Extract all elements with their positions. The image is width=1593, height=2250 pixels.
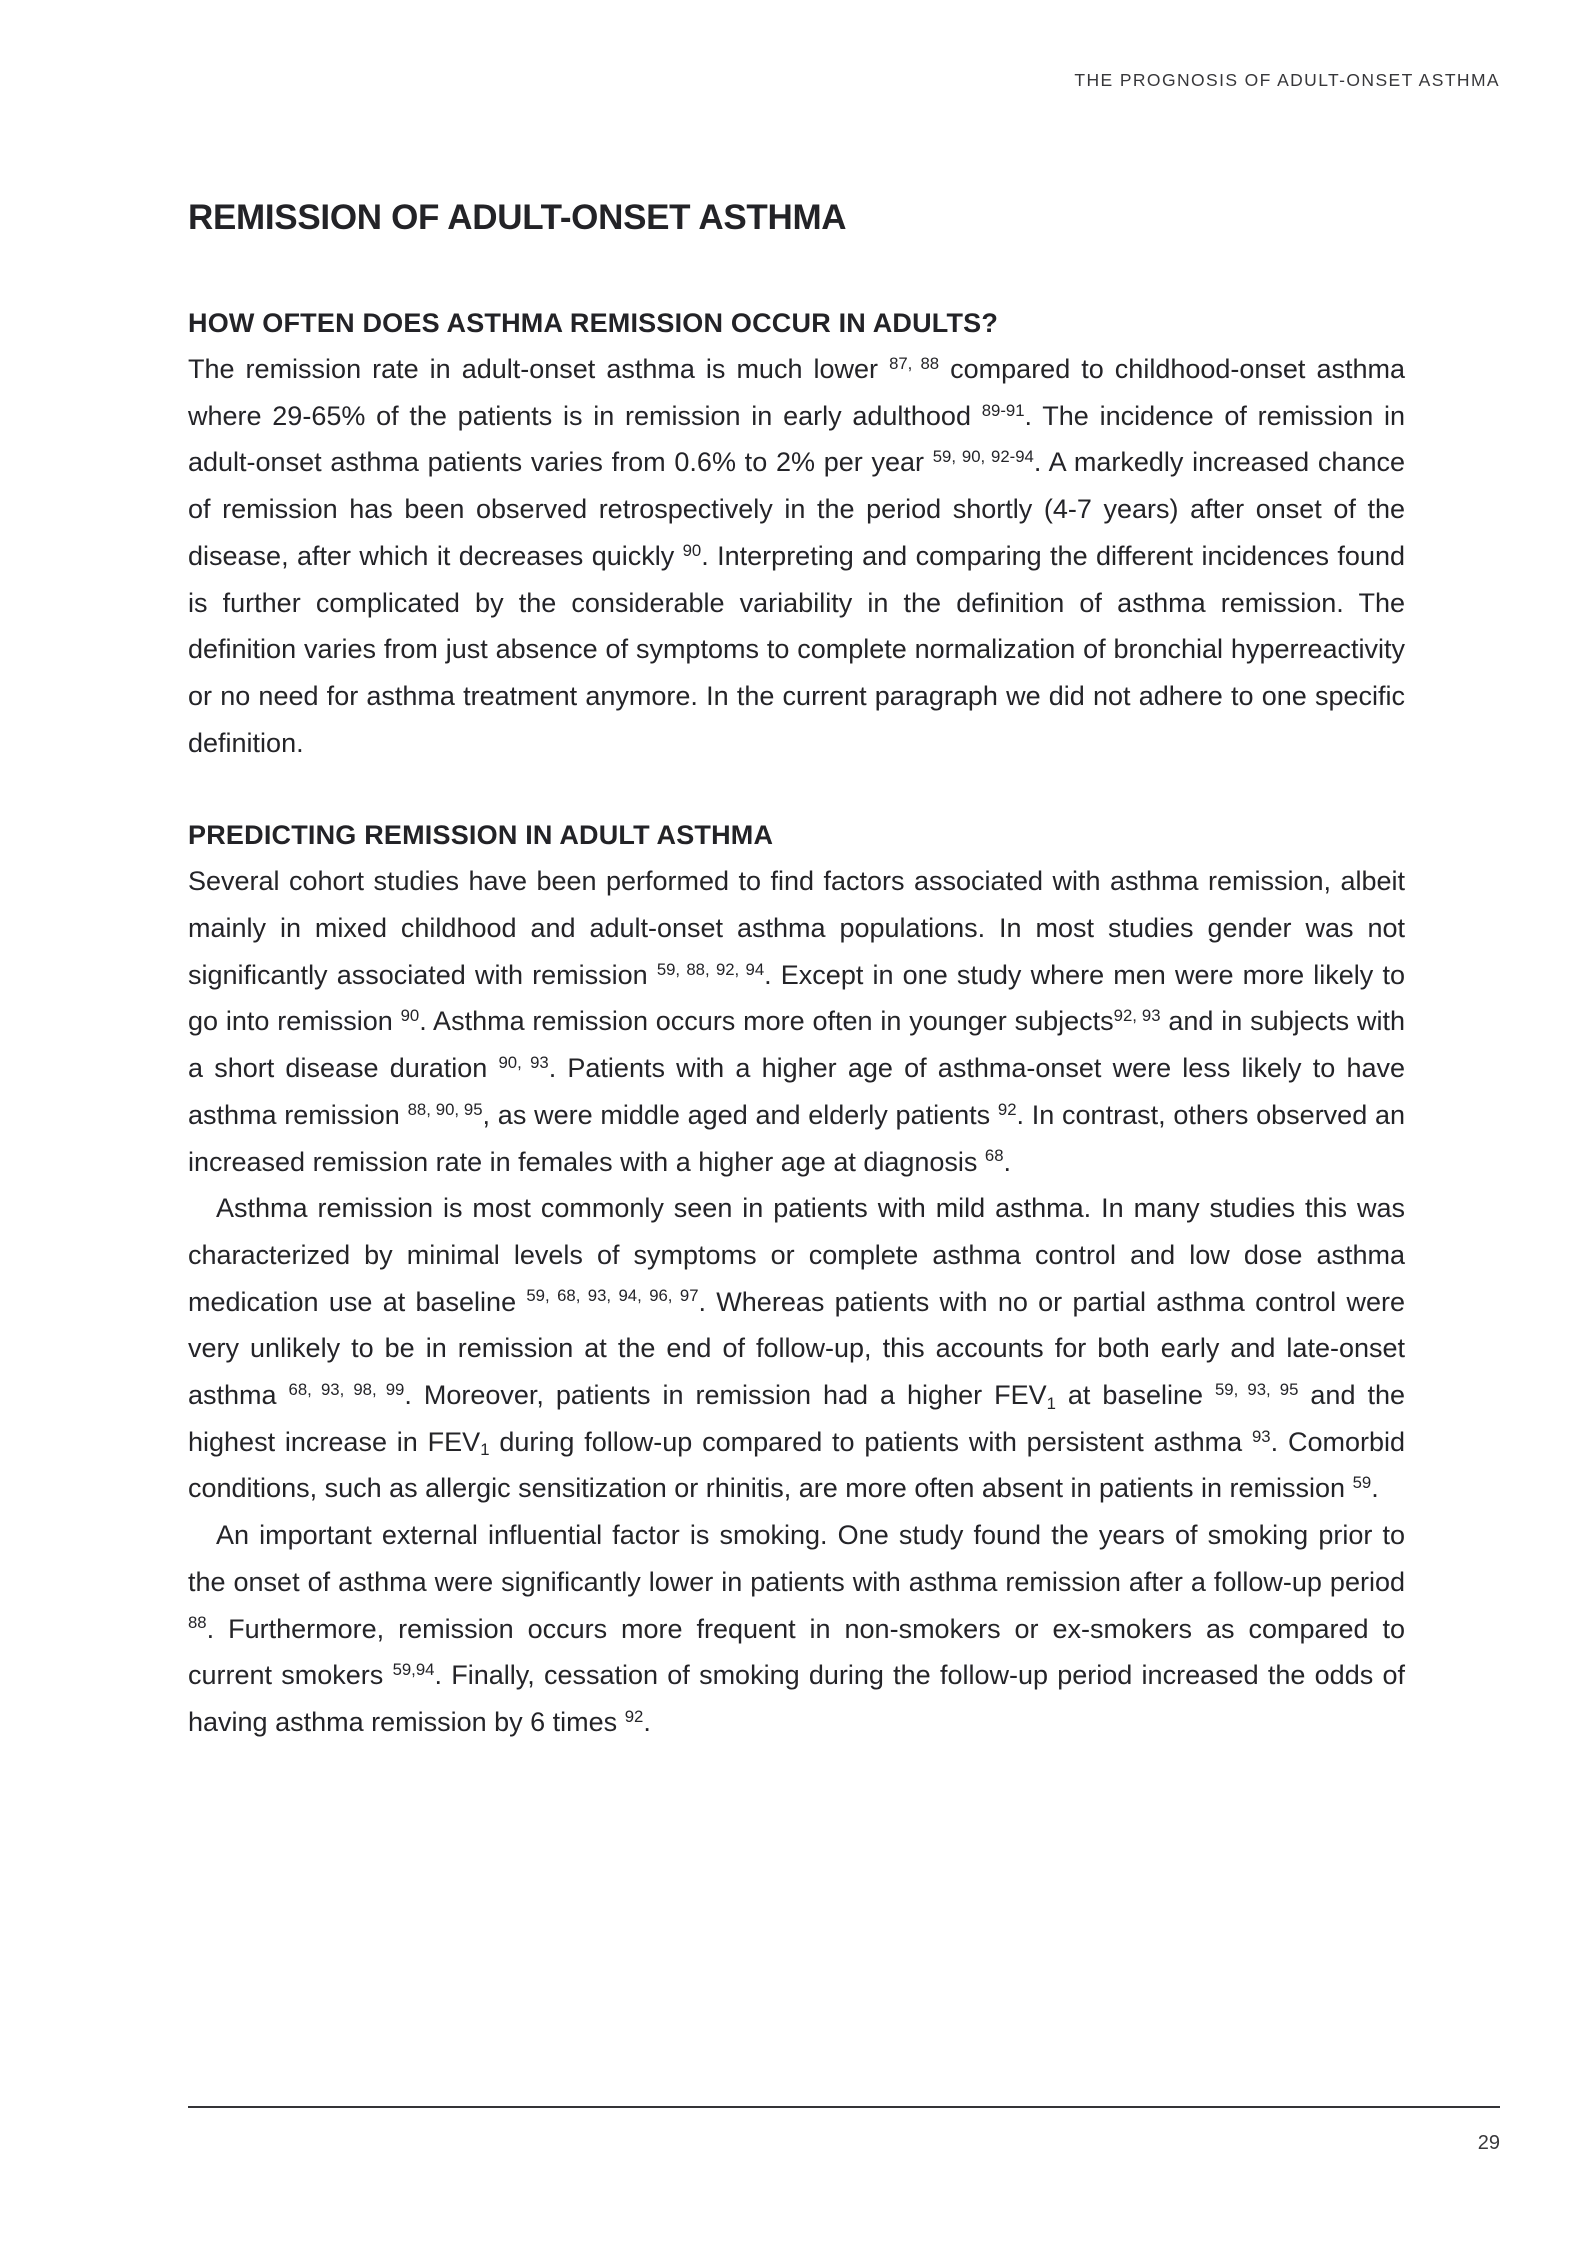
text-run: Several cohort studies have been performed to find factors associated with asthma remission, albeit mainly in mixed childhood and adult-onset asthma populations. In most studies gender was not significantly associated with remission <box>188 866 1405 990</box>
citation-reference: 59, 68, 93, 94, 96, 97 <box>526 1286 699 1306</box>
citation-reference: 92 <box>997 1099 1017 1119</box>
section-heading: PREDICTING REMISSION IN ADULT ASTHMA <box>188 820 774 851</box>
text-run: . <box>1003 1146 1012 1177</box>
text-run: An important external influential factor is smoking. One study found the years of smoking prior to the onset of asthma were significantly lower in patients with asthma remission after a follow-up period <box>188 1520 1405 1597</box>
text-run: . <box>643 1706 651 1737</box>
text-run: . In contrast, others observed an increased remission rate in females with a higher age at diagnosis <box>188 1099 1405 1177</box>
text-run: and in subjects with a short disease duration <box>188 1006 1405 1084</box>
citation-reference: 90 <box>400 1006 420 1026</box>
text-run: compared to childhood-onset asthma where 29-65% of the patients is in remission in early adulthood <box>188 354 1406 431</box>
paragraph <box>188 1185 1405 1512</box>
citation-reference: 59, 90, 92-94 <box>932 447 1034 467</box>
citation-reference: 90 <box>682 540 702 560</box>
text-run: . Whereas patients with no or partial asthma control were very unlikely to be in remission at the end of follow-up, this accounts for both early and late-onset asthma <box>188 1286 1405 1411</box>
citation-reference: 59, 93, 95 <box>1215 1379 1299 1399</box>
text-run: . Interpreting and comparing the different incidences found is further complicated by the considerable variability in the definition of asthma remission. The definition varies from just absence of symptoms to complete normalization of bronchial hyperreactivity or no need for asthma treatment anymore. In the current paragraph we did not adhere to one specific definition. <box>188 540 1405 758</box>
paragraph <box>188 1512 1405 1746</box>
citation-reference: 89-91 <box>981 400 1025 420</box>
citation-reference: 92 <box>624 1706 644 1726</box>
text-run: at baseline <box>1055 1380 1215 1411</box>
text-run: . A markedly increased chance of remission has been observed retrospectively in the period shortly (4-7 years) after onset of the disease, after which it decreases quickly <box>188 447 1405 571</box>
citation-reference: 93 <box>1251 1426 1271 1446</box>
text-run: . Furthermore, remission occurs more frequent in non-smokers or ex-smokers as compared to current smokers <box>188 1613 1405 1691</box>
text-run: The remission rate in adult-onset asthma is much lower <box>188 354 890 384</box>
citation-reference: 87, 88 <box>889 353 940 373</box>
text-run: , as were middle aged and elderly patients <box>482 1099 998 1130</box>
text-run: Asthma remission is most commonly seen in patients with mild asthma. In many studies this was characterized by minimal levels of symptoms or complete asthma control and low dose asthma medication use at baseline <box>188 1193 1405 1317</box>
subscript: 1 <box>480 1440 490 1460</box>
section-how-often <box>188 300 1405 766</box>
footer-rule <box>188 2106 1500 2108</box>
citation-reference: 59,94 <box>392 1660 435 1680</box>
text-run: . Patients with a higher age of asthma-onset were less likely to have asthma remission <box>188 1053 1405 1130</box>
text-run: . Asthma remission occurs more often in younger subjects <box>419 1006 1114 1037</box>
citation-reference: 88 <box>188 1613 207 1633</box>
page-number: 29 <box>1477 2132 1500 2154</box>
citation-reference: 59 <box>1352 1473 1372 1493</box>
text-run: . The incidence of remission in adult-onset asthma patients varies from 0.6% to 2% per year <box>188 400 1405 478</box>
citation-reference: 88, 90, 95 <box>407 1099 483 1119</box>
subscript: 1 <box>1046 1393 1056 1413</box>
section-predicting <box>188 812 1405 1745</box>
citation-reference: 92, 93 <box>1113 1006 1161 1026</box>
text-run: . Comorbid conditions, such as allergic sensitization or rhinitis, are more often absent in patients in remission <box>188 1426 1405 1504</box>
text-run: . Except in one study where men were more likely to go into remission <box>188 959 1405 1037</box>
page-title: REMISSION OF ADULT-ONSET ASTHMA <box>188 198 847 237</box>
paragraph <box>188 346 1405 766</box>
text-run: during follow-up compared to patients with persistent asthma <box>489 1426 1252 1457</box>
citation-reference: 59, 88, 92, 94 <box>656 959 765 979</box>
citation-reference: 68, 93, 98, 99 <box>288 1379 405 1399</box>
text-run: . <box>1371 1473 1379 1504</box>
text-run: and the highest increase in FEV <box>188 1380 1405 1457</box>
text-run: . Finally, cessation of smoking during the follow-up period increased the odds of having asthma remission by 6 times <box>188 1660 1405 1737</box>
citation-reference: 68 <box>984 1146 1004 1166</box>
paragraph <box>188 858 1405 1185</box>
text-run: . Moreover, patients in remission had a higher FEV <box>404 1380 1047 1411</box>
page-content <box>188 0 1405 1746</box>
citation-reference: 90, 93 <box>498 1052 549 1072</box>
section-heading: HOW OFTEN DOES ASTHMA REMISSION OCCUR IN ADULTS? <box>188 308 999 338</box>
running-header: THE PROGNOSIS OF ADULT-ONSET ASTHMA <box>1074 70 1500 90</box>
